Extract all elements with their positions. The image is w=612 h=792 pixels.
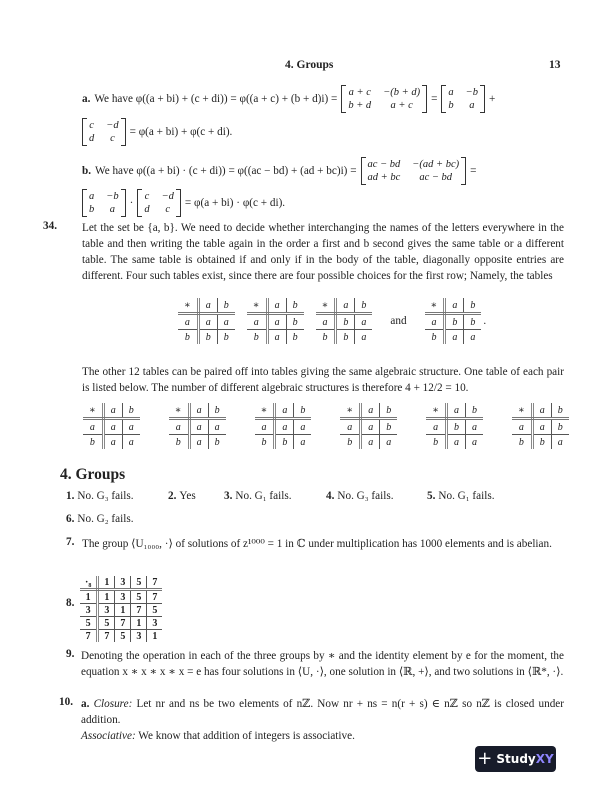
table-cell: a <box>464 330 482 345</box>
part-a-label: a. <box>82 93 91 105</box>
part-a-line2 <box>82 119 232 145</box>
table-cell: 3 <box>131 630 147 643</box>
operation-table <box>425 298 482 344</box>
table-cell: a <box>83 419 103 435</box>
table-cell: 3 <box>147 617 163 630</box>
table-cell: a <box>122 419 140 435</box>
answer-8-table <box>80 576 162 642</box>
table-cell: b <box>178 330 198 345</box>
table-cell: 1 <box>80 590 98 604</box>
table-cell: b <box>512 435 532 450</box>
table-row <box>340 419 397 435</box>
part-b-result: = φ(a + bi) · φ(c + di). <box>184 197 286 209</box>
table-row <box>255 419 312 435</box>
table-cell: a <box>122 435 140 450</box>
table-cell: 5 <box>147 604 163 617</box>
tables-row-1 <box>178 298 486 344</box>
answer-2: 2. Yes <box>168 490 196 502</box>
table-cell: b <box>294 403 312 419</box>
operation-table <box>255 403 312 449</box>
table-cell: b <box>539 436 545 448</box>
table-cell: a <box>465 419 483 435</box>
operation-table <box>426 403 483 449</box>
table-cell: 7 <box>131 604 147 617</box>
answer-10-closure: a. Closure: Let nr and ns be two elements of nℤ. Now nr + ns = n(r + s) ∈ nℤ so nℤ is closed under addition. <box>81 698 564 726</box>
table-row <box>512 419 569 435</box>
operation-table <box>247 298 304 344</box>
table-cell: b <box>551 403 569 419</box>
table-cell: a <box>198 298 217 314</box>
table-cell: b <box>169 435 189 450</box>
period: . <box>483 315 487 327</box>
table-cell: a <box>446 403 465 419</box>
table-cell: b <box>551 419 569 435</box>
table-cell: 5 <box>131 590 147 604</box>
table-row <box>80 590 162 604</box>
table-cell: a <box>380 435 398 450</box>
table-cell: a <box>361 403 380 419</box>
answer-9-text: Denoting the operation in each of the three groups by ∗ and the identity element by e for the moment, the equation x ∗ x ∗ x ∗ x = e has four solutions in ⟨U, ·⟩, one solution in ⟨ℝ, +⟩, and two solutions in ⟨ℝ*, ·⟩. <box>81 650 564 678</box>
table-cell: ∗ <box>512 403 532 419</box>
table-cell: b <box>282 436 288 448</box>
table-row <box>169 435 226 450</box>
table-cell: a <box>453 436 459 448</box>
table-cell: a <box>247 314 267 330</box>
table-cell: a <box>217 314 235 330</box>
table-header-row <box>340 403 397 419</box>
table-row <box>83 435 140 450</box>
table-cell: b <box>464 298 482 314</box>
operation-table <box>178 298 235 344</box>
table-cell: b <box>445 314 464 330</box>
table-cell: a <box>196 436 202 448</box>
table-cell: a <box>355 314 373 330</box>
table-cell: ∗ <box>425 298 445 314</box>
table-cell: a <box>368 436 374 448</box>
table-cell: b <box>343 331 349 343</box>
table-cell: b <box>286 330 304 345</box>
table-cell: a <box>425 314 445 330</box>
table-cell: a <box>255 419 275 435</box>
table-row <box>340 435 397 450</box>
table-cell: a <box>267 314 286 330</box>
table-cell: b <box>316 330 336 345</box>
table-row <box>247 330 304 345</box>
table-cell: a <box>103 419 122 435</box>
table-cell: 5 <box>131 576 147 590</box>
part-a-text: We have φ((a + bi) + (c + di)) = φ((a + c) + (b + d)i) = <box>94 93 338 105</box>
table-cell: 7 <box>147 590 163 604</box>
page-number: 13 <box>549 59 561 71</box>
table-cell: a <box>198 314 217 330</box>
answer-10-associative: Associative: We know that addition of integers is associative. <box>81 730 355 742</box>
table-row <box>80 630 162 643</box>
table-cell: b <box>426 435 446 450</box>
table-cell: 7 <box>147 576 163 590</box>
table-cell: 5 <box>98 617 115 630</box>
table-header-row <box>316 298 373 314</box>
table-cell: 1 <box>147 630 163 643</box>
table-row <box>80 604 162 617</box>
table-row <box>255 435 312 450</box>
table-cell: b <box>380 403 398 419</box>
table-row <box>425 314 482 330</box>
table-cell: b <box>286 314 304 330</box>
running-header-chapter: 4. Groups <box>285 59 334 71</box>
table-cell: b <box>255 435 275 450</box>
table-header-row <box>83 403 140 419</box>
equals: = <box>470 165 477 177</box>
table-cell: ∗ <box>255 403 275 419</box>
answer-9-number: 9. <box>66 648 75 660</box>
table-row <box>80 617 162 630</box>
table-cell: 3 <box>80 604 98 617</box>
problem-34-text2: The other 12 tables can be paired off into tables giving the same algebraic structure. One table of each pair is listed below. The number of different algebraic structures is therefore 4 + 12/2 = 10. <box>82 366 564 394</box>
table-row <box>247 314 304 330</box>
table-cell: a <box>532 419 551 435</box>
table-header-row <box>169 403 226 419</box>
table-cell: a <box>452 331 458 343</box>
operation-table <box>316 298 373 344</box>
table-cell: 7 <box>115 617 131 630</box>
table-cell: 3 <box>98 604 115 617</box>
table-cell: a <box>208 419 226 435</box>
answer-8-number: 8. <box>66 597 75 609</box>
table-cell: a <box>551 435 569 450</box>
table-cell: 5 <box>80 617 98 630</box>
operation-table <box>83 403 140 449</box>
part-a-result: = φ(a + bi) + φ(c + di). <box>129 126 233 138</box>
table-cell: a <box>294 435 312 450</box>
plus: + <box>489 93 496 105</box>
table-cell: a <box>512 419 532 435</box>
table-cell: a <box>189 419 208 435</box>
table-cell: a <box>465 435 483 450</box>
matrix: a + c −(b + d) b + d a + c <box>341 86 427 112</box>
table-cell: ∗ <box>247 298 267 314</box>
table-cell: 1 <box>115 604 131 617</box>
table-cell: a <box>103 403 122 419</box>
table-cell: ∗ <box>178 298 198 314</box>
part-b-line2 <box>82 190 285 216</box>
problem-34-number: 34. <box>43 220 57 232</box>
operation-table <box>512 403 569 449</box>
table-header-row <box>80 576 162 590</box>
answer-3: 3. No. G₁ fails. <box>224 490 292 502</box>
table-cell: b <box>247 330 267 345</box>
table-row <box>316 330 373 345</box>
table-cell: 1 <box>98 590 115 604</box>
table-header-row <box>247 298 304 314</box>
table-row <box>178 330 235 345</box>
table-row <box>425 330 482 345</box>
answer-7-text: The group ⟨U₁₀₀₀, ·⟩ of solutions of z¹⁰⁰⁰ = 1 in ℂ under multiplication has 1000 elements and is abelian. <box>82 538 552 550</box>
table-cell: 3 <box>115 590 131 604</box>
table-cell: a <box>274 331 280 343</box>
table-row <box>316 314 373 330</box>
table-header-row <box>426 403 483 419</box>
matrix: a −b b a <box>441 86 485 112</box>
table-cell: ∗ <box>169 403 189 419</box>
table-row <box>178 314 235 330</box>
matrix: c −d d c <box>137 190 181 216</box>
table-cell: a <box>445 298 464 314</box>
matrix: a −b b a <box>82 190 126 216</box>
table-cell: a <box>426 419 446 435</box>
table-row <box>426 419 483 435</box>
table-cell: ∗ <box>426 403 446 419</box>
operation-table <box>80 576 162 642</box>
table-cell: a <box>361 419 380 435</box>
table-cell: 5 <box>115 630 131 643</box>
table-cell: b <box>355 298 373 314</box>
table-cell: a <box>532 403 551 419</box>
table-cell: ∗ <box>340 403 360 419</box>
table-cell: b <box>217 330 235 345</box>
answer-1: 1. No. G₃ fails. <box>66 490 134 502</box>
table-cell: b <box>465 403 483 419</box>
table-cell: b <box>208 403 226 419</box>
table-cell: b <box>83 435 103 450</box>
answer-4: 4. No. G₃ fails. <box>326 490 394 502</box>
table-cell: a <box>178 314 198 330</box>
table-cell: ∗ <box>83 403 103 419</box>
part-a-line1 <box>82 86 495 112</box>
answer-5: 5. No. G₁ fails. <box>427 490 495 502</box>
and-text: and <box>390 315 407 327</box>
plus-icon: + <box>477 748 493 769</box>
part-b-label: b. <box>82 165 92 177</box>
equals: = <box>431 93 438 105</box>
table-cell: b <box>446 419 465 435</box>
table-cell: 7 <box>104 630 110 642</box>
studyxy-logo[interactable]: + StudyXY <box>475 746 556 772</box>
table-cell: a <box>340 419 360 435</box>
table-cell: a <box>267 298 286 314</box>
table-row <box>512 435 569 450</box>
table-cell: ∗ <box>316 298 336 314</box>
table-cell: b <box>286 298 304 314</box>
table-row <box>83 419 140 435</box>
table-cell: b <box>425 330 445 345</box>
table-cell: b <box>336 314 355 330</box>
operation-table <box>169 403 226 449</box>
dot: · <box>129 197 134 209</box>
tables-row-2 <box>83 403 569 449</box>
table-cell: a <box>275 419 294 435</box>
table-cell: a <box>316 314 336 330</box>
table-cell: b <box>464 314 482 330</box>
table-cell: b <box>340 435 360 450</box>
table-cell: a <box>275 403 294 419</box>
table-header-row <box>512 403 569 419</box>
table-cell: 3 <box>115 576 131 590</box>
table-cell: b <box>217 298 235 314</box>
table-row <box>169 419 226 435</box>
part-b-text: We have φ((a + bi) · (c + di)) = φ((ac − bd) + (ad + bc)i) = <box>95 165 357 177</box>
table-cell: 1 <box>98 576 115 590</box>
matrix: ac − bd −(ad + bc) ad + bc ac − bd <box>361 158 467 184</box>
table-cell: b <box>380 419 398 435</box>
answer-7-number: 7. <box>66 536 75 548</box>
table-cell: a <box>294 419 312 435</box>
table-cell: a <box>110 436 116 448</box>
table-row <box>426 435 483 450</box>
answer-6: 6. No. G₂ fails. <box>66 513 134 525</box>
answer-10-number: 10. <box>59 696 73 708</box>
table-cell: ·₈ <box>80 576 98 590</box>
table-header-row <box>255 403 312 419</box>
table-header-row <box>425 298 482 314</box>
table-cell: a <box>336 298 355 314</box>
table-header-row <box>178 298 235 314</box>
table-cell: b <box>122 403 140 419</box>
section-heading: 4. Groups <box>60 466 126 483</box>
table-cell: a <box>169 419 189 435</box>
table-cell: b <box>208 435 226 450</box>
table-cell: a <box>355 330 373 345</box>
matrix: c −d d c <box>82 119 126 145</box>
table-cell: 7 <box>80 630 98 643</box>
operation-table <box>340 403 397 449</box>
problem-34-text: Let the set be {a, b}. We need to decide whether interchanging the names of the letters everywhere in the table and then writing the table again in the order a first and b second gives the same table or a different table. The same table is obtained if and only if in the body of the table, diagonally opposite entries are different. Four such tables exist, since there are four possible choices for the first row; Namely, the tables <box>82 222 564 282</box>
table-cell: a <box>189 403 208 419</box>
table-cell: b <box>205 331 211 343</box>
table-cell: 1 <box>131 617 147 630</box>
part-b-line1 <box>82 158 476 184</box>
